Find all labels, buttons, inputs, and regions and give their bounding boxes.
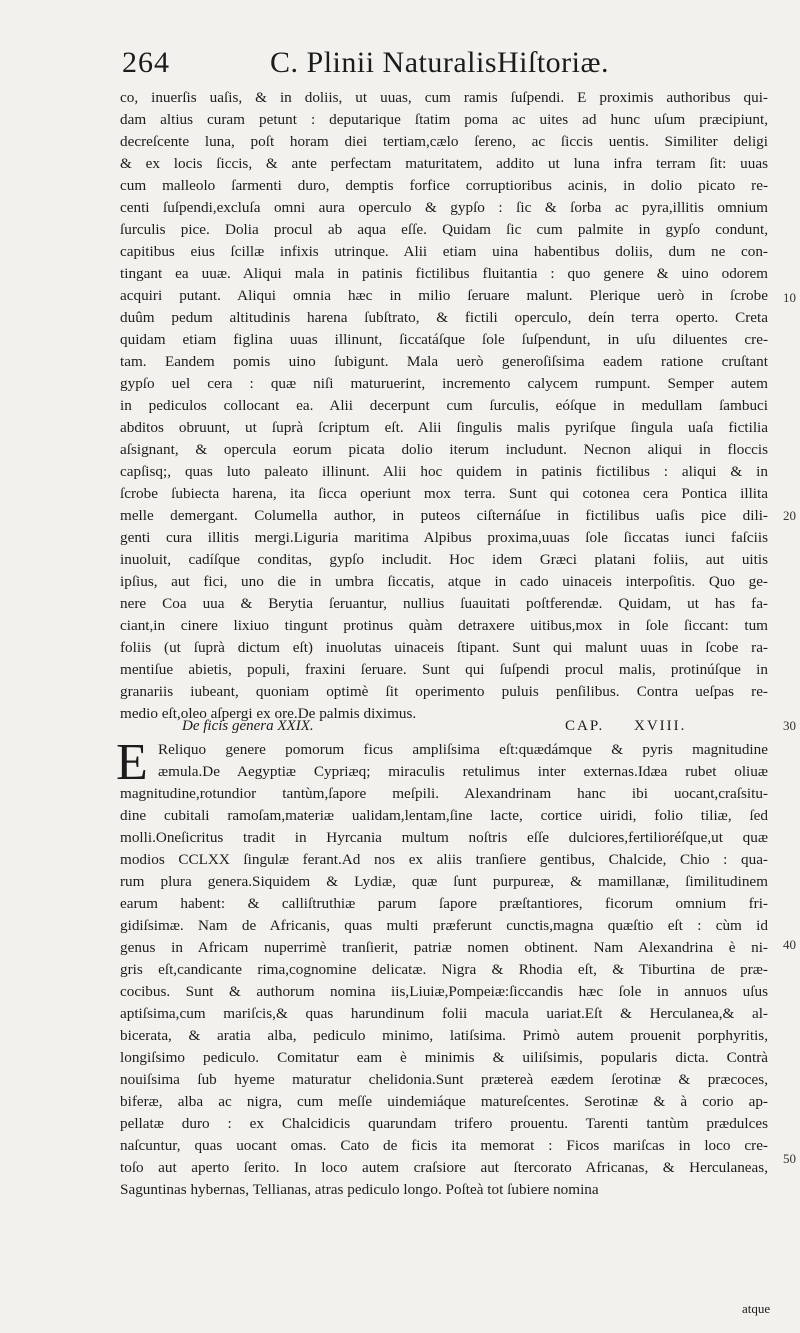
chapter-title: De ficis genera XXIX.: [182, 718, 314, 734]
text-line: modios CCLXX ſingulæ ferant.Ad nos ex aliis tranſiere gentibus, Chalcide, Chio : qua-: [120, 851, 768, 868]
text-line: gypſo uel cera : quæ niſi maturuerint, incremento calycem rumpunt. Semper autem: [120, 375, 768, 392]
text-line: naſcuntur, quas uocant omas. Cato de ficis ita memorat : Ficos mariſcas in loco cre-: [120, 1137, 768, 1154]
drop-capital: E: [116, 734, 148, 791]
text-line: in pediculos collocant ea. Alii decerpunt cum ſurculis, eóſque in medullam ſambuci: [120, 397, 768, 414]
text-line: aſsignant, & opercula eorum picata dolio iterum includunt. Necnon aliqui in floccis: [120, 441, 768, 458]
text-line: aptiſsima,cum mariſcis,& quas harundinum folii macula uariat.Eſt & Herculanea,& al-: [120, 1005, 768, 1022]
page-number: 264: [122, 46, 170, 79]
chapter-cap-label: CAP.: [565, 718, 605, 734]
text-line: cum malleolo ſarmenti duro, demptis forfice corruptioribus acinis, in dolio picato re-: [120, 177, 768, 194]
text-line: duûm pedum altitudinis harena ſubſtrato, & fictili operculo, deín terra operto. Creta: [120, 309, 768, 326]
text-line: earum habent: & calliſtruthiæ parum ſapore præſtantiores, ficorum omnium fri-: [120, 895, 768, 912]
text-line: quidam etiam figlina uuas illinunt, ſiccatáſque ſole ſuſpendunt, in uſu diluentes cre-: [120, 331, 768, 348]
catchword: atque: [742, 1301, 771, 1316]
text-line: longiſsimo pediculo. Comitatur eam è minimis & uiliſsimis, popularis dicta. Contrà: [120, 1049, 768, 1066]
text-line: tam. Eandem pomis uino ſubigunt. Mala uerò generoſiſsima eadem ratione cruſtant: [120, 353, 768, 370]
margin-number-40: 40: [783, 937, 796, 952]
text-line: æmula.De Aegyptiæ Cypriæq; miraculis retulimus inter externas.Idæa rubet oliuæ: [158, 763, 768, 780]
text-line: toſo aut aperto ſerito. In loco autem craſsiore aut ſtercorato Africanas, & Herculaneas,: [120, 1159, 768, 1176]
margin-number-30: 30: [783, 718, 796, 733]
text-line: foliis (ut ſuprà dictum eſt) inuolutas uinaceis ſtipant. Sunt qui malunt uuas in ſcobe ra-: [120, 639, 768, 656]
text-line: acquiri putant. Aliqui omnia hæc in milio ſeruare malunt. Plerique uerò in ſcrobe: [120, 287, 768, 304]
text-line: molli.Oneſicritus tradit in Hyrcania multum noſtris eſſe dulciores,fertilioréſque,ut quæ: [120, 829, 768, 846]
text-line: cocibus. Sunt & authorum nomina iis,Liuiæ,Pompeiæ:ſiccandis hæc ſole in annuos uſus: [120, 983, 768, 1000]
text-block-main: [120, 87, 768, 725]
text-line: ipſius, aut fici, uno die in umbra ſiccatis, atque in cado uinaceis interpoſitis. Quo ge-: [120, 573, 768, 590]
text-line: nouiſsima ſub hyeme maturatur chelidonia.Sunt prætereà eædem ſerotinæ & præcoces,: [120, 1071, 768, 1088]
text-line: capſisq;, quas luto paleato illinunt. Alii hoc quidem in patinis fictilibus : aliqui & in: [120, 463, 768, 480]
text-line: genus in Africam nuperrimè tranſierit, patriæ nomen obtinent. Nam Alexandrina è ni-: [120, 939, 768, 956]
text-line: co, inuerſis uaſis, & in doliis, ut uuas, cum ramis ſuſpendi. E proximis authoribus qui-: [120, 89, 768, 106]
text-line: tingant ea uuæ. Aliqui mala in patinis fictilibus fluitantia : quo genere & uino odorem: [120, 265, 768, 282]
text-line: centi ſuſpendi,excluſa omni aura operculo & gypſo : ſic & ſorba ac pyra,illitis omnium: [120, 199, 768, 216]
text-line: mentiſue abietis, populi, fraxini ſeruare. Sunt qui ſuſpendi procul malis, protinúſque in: [120, 661, 768, 678]
text-line: inuoluit, cadíſque conditas, gypſo includit. Hoc idem Græci platani foliis, aut uitis: [120, 551, 768, 568]
margin-number-50: 50: [783, 1151, 796, 1166]
chapter-heading: [182, 718, 762, 740]
text-line: nere Coa uua & Berytia ſeruantur, nullius ſuauitati poſtferendæ. Quidam, ut has fa-: [120, 595, 768, 612]
text-line: Saguntinas hybernas, Tellianas, atras pediculo longo. Poſteà tot ſubiere nomina: [120, 1181, 599, 1198]
text-line: genti cura illitis mergi.Liguria maritima Alpibus proxima,uuas ſole ſiccatas iunci faſciis: [120, 529, 768, 546]
text-line: ſcrobe ſubiecta harena, ita ſicca operiunt mox terra. Sunt qui cotonea cera Pontica illita: [120, 485, 768, 502]
text-line: dine cubitali ramoſam,materiæ ualidam,lentam,ſine lacte, cortice uiridi, folio tiliæ, ſed: [120, 807, 768, 824]
text-line: decreſcente luna, poſt horam diei tertiam,cælo ſereno, ac ſiccis uentis. Similiter deligi: [120, 133, 768, 150]
text-line: melle demergant. Columella author, in puteos ciſternáſue in fictilibus uaſis pice dili-: [120, 507, 768, 524]
text-line: gidiſsimæ. Nam de Africanis, quas multi præferunt cunctis,magna quæſtio eſt : cùm id: [120, 917, 768, 934]
margin-number-20: 20: [783, 508, 796, 523]
text-line: biferæ, alba ac nigra, cum meſſe uindemiáque matureſcentes. Serotinæ & à corio ap-: [120, 1093, 768, 1110]
text-line: rum plura genera.Siquidem & Lydiæ, quæ ſunt purpureæ, & mamillanæ, ſimilitudinem: [120, 873, 768, 890]
text-line: & ex locis ſiccis, & ante perfectam maturitatem, addito ut luna infra terram ſit: uuas: [120, 155, 768, 172]
text-line: pellatæ duro : ex Chalcidicis quarundam trifero prouentu. Tarenti tantùm prædulces: [120, 1115, 768, 1132]
text-line: granariis iubeant, quoniam optimè ſit operimento puluis penſilibus. Contra ueſpas re-: [120, 683, 768, 700]
running-title: C. Plinii NaturalisHiſtoriæ.: [270, 46, 610, 79]
margin-number-10: 10: [783, 290, 796, 305]
text-line: ſurculis pice. Dolia procul ab aqua eſſe. Quidam ſic cum palmite in gypſo condunt,: [120, 221, 768, 238]
text-line: medio eſt,oleo aſpergi ex ore.De palmis diximus.: [120, 705, 417, 722]
text-block-chapter: [120, 739, 768, 1201]
text-line: bicerata, & aratia alba, pediculo minimo, latiſsima. Primò autem prouenit porphyritis,: [120, 1027, 768, 1044]
text-line: dam altius curam petunt : deputarique ſtatim poma ac uites ad hunc uſum præcipiunt,: [120, 111, 768, 128]
page-header: [122, 44, 682, 88]
text-line: abditos obruunt, ut ſuprà ſcriptum eſt. Alii ſingulis malis pyriſque ſingula uaſa fictilia: [120, 419, 768, 436]
text-line: magnitudine,rotundior tantùm,ſapore meſpili. Alexandrinam hanc ibi uocant,craſsitu-: [120, 785, 768, 802]
text-line: gris eſt,candicante rima,cognomine delicatæ. Nigra & Rhodia eſt, & Tiburtina de præ-: [120, 961, 768, 978]
chapter-number: XVIII.: [634, 718, 687, 734]
text-line: capitibus eius ſcillæ infixis utrinque. Alii etiam uina habentibus doliis, dum ne con-: [120, 243, 768, 260]
text-line: ciant,in cinere lixiuo tingunt protinus quàm detraxere uitibus,mox in ſole ſiccant: tum: [120, 617, 768, 634]
text-line: Reliquo genere pomorum ficus ampliſsima eſt:quædámque & pyris magnitudine: [158, 741, 768, 758]
